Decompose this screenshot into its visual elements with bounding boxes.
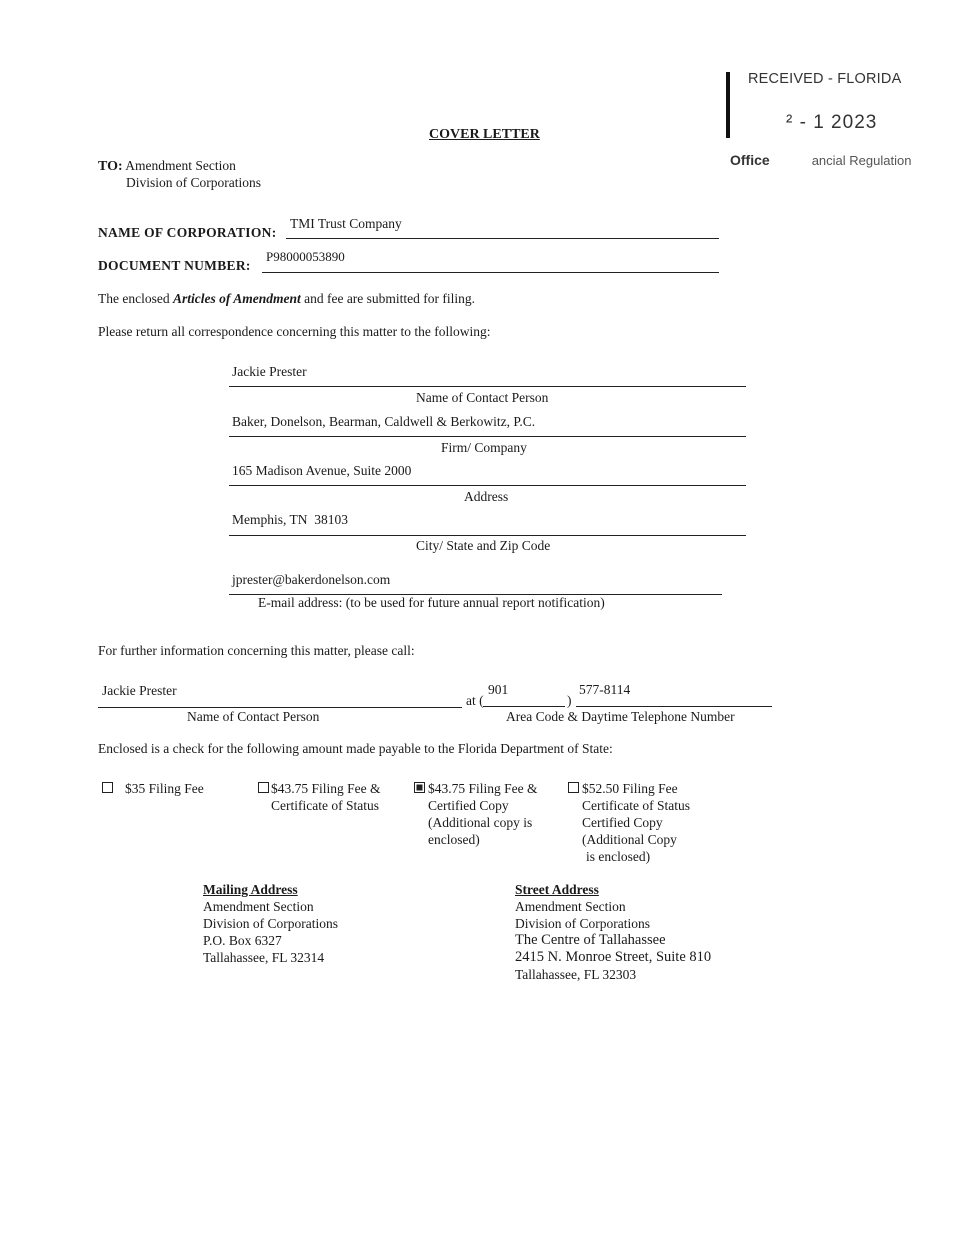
stamp-received: RECEIVED - FLORIDA	[748, 71, 902, 87]
stamp-regulation: ancial Regulation	[811, 153, 912, 168]
street-address	[515, 881, 711, 983]
phone-close-paren: )	[567, 693, 572, 708]
stamp-office-label: Office	[730, 152, 770, 168]
phone-at: at (	[466, 693, 484, 708]
phone-contact-caption: Name of Contact Person	[187, 709, 320, 724]
mailing-address-line: Tallahassee, FL 32314	[203, 950, 325, 965]
further-info-text: For further information concerning this matter, please call:	[98, 643, 415, 658]
address-line	[229, 485, 746, 486]
email-value: jprester@bakerdonelson.com	[232, 572, 391, 587]
please-return-text: Please return all correspondence concerning this matter to the following:	[98, 324, 491, 339]
email-caption: E-mail address: (to be used for future annual report notification)	[258, 595, 605, 610]
firm-value: Baker, Donelson, Bearman, Caldwell & Berkowitz, P.C.	[232, 414, 536, 429]
street-address-line: Division of Corporations	[515, 916, 650, 931]
corporation-value: TMI Trust Company	[290, 216, 402, 231]
to-block	[98, 158, 236, 175]
stamp-office	[730, 152, 911, 168]
phone-caption: Area Code & Daytime Telephone Number	[506, 709, 735, 724]
city-line	[229, 535, 746, 536]
fee-option-52-checkbox[interactable]	[568, 782, 579, 793]
document-underline	[262, 272, 719, 273]
fee-option-35-checkbox[interactable]	[102, 782, 113, 793]
to-label: TO:	[98, 159, 123, 174]
street-address-title: Street Address	[515, 882, 599, 897]
mailing-address	[203, 881, 338, 966]
enclosed-text	[98, 291, 475, 307]
document-value: P98000053890	[266, 249, 345, 264]
contact-name-line	[229, 386, 746, 387]
address-value: 165 Madison Avenue, Suite 2000	[232, 463, 412, 478]
fee-option-52-label: $52.50 Filing Fee Certificate of Status Certified Copy (Additional Copy is enclosed)	[582, 781, 690, 864]
to-line2: Division of Corporations	[126, 175, 261, 190]
fee-option-43-status-label: $43.75 Filing Fee & Certificate of Status	[271, 781, 381, 813]
mailing-address-line: P.O. Box 6327	[203, 933, 282, 948]
page-title: COVER LETTER	[429, 127, 540, 142]
area-code-line	[483, 706, 565, 707]
area-code-value: 901	[488, 682, 509, 697]
street-address-line: The Centre of Tallahassee	[515, 932, 666, 948]
phone-contact-name: Jackie Prester	[102, 683, 177, 698]
enclosed-after: and fee are submitted for filing.	[300, 291, 476, 306]
phone-number-line	[576, 706, 772, 707]
document-label: DOCUMENT NUMBER:	[98, 258, 251, 273]
street-address-line: 2415 N. Monroe Street, Suite 810	[515, 949, 712, 965]
stamp-bar	[726, 72, 730, 138]
firm-line	[229, 436, 746, 437]
fee-option-43-copy-label: $43.75 Filing Fee & Certified Copy (Additional copy is enclosed)	[428, 781, 538, 847]
street-address-line: Tallahassee, FL 32303	[515, 967, 637, 982]
check-text: Enclosed is a check for the following amount made payable to the Florida Department of State:	[98, 741, 613, 756]
city-value: Memphis, TN 38103	[232, 512, 349, 527]
enclosed-before: The enclosed	[98, 291, 173, 306]
corporation-underline	[286, 238, 719, 239]
contact-name-value: Jackie Prester	[232, 364, 307, 379]
fee-option-43-status-checkbox[interactable]	[258, 782, 269, 793]
address-caption: Address	[464, 489, 509, 504]
corporation-label: NAME OF CORPORATION:	[98, 225, 277, 240]
city-caption: City/ State and Zip Code	[416, 538, 551, 553]
to-line1: Amendment Section	[125, 158, 236, 173]
stamp-date: ² - 1 2023	[786, 112, 878, 133]
phone-contact-line	[98, 707, 462, 708]
firm-caption: Firm/ Company	[441, 440, 527, 455]
mailing-address-title: Mailing Address	[203, 882, 298, 897]
mailing-address-line: Amendment Section	[203, 899, 314, 914]
phone-number-value: 577-8114	[579, 682, 631, 697]
enclosed-emphasis: Articles of Amendment	[172, 291, 301, 306]
contact-name-caption: Name of Contact Person	[416, 390, 549, 405]
mailing-address-line: Division of Corporations	[203, 916, 338, 931]
street-address-line: Amendment Section	[515, 899, 626, 914]
fee-option-43-copy-checkbox[interactable]	[414, 782, 425, 793]
fee-option-35-label: $35 Filing Fee	[125, 781, 204, 796]
